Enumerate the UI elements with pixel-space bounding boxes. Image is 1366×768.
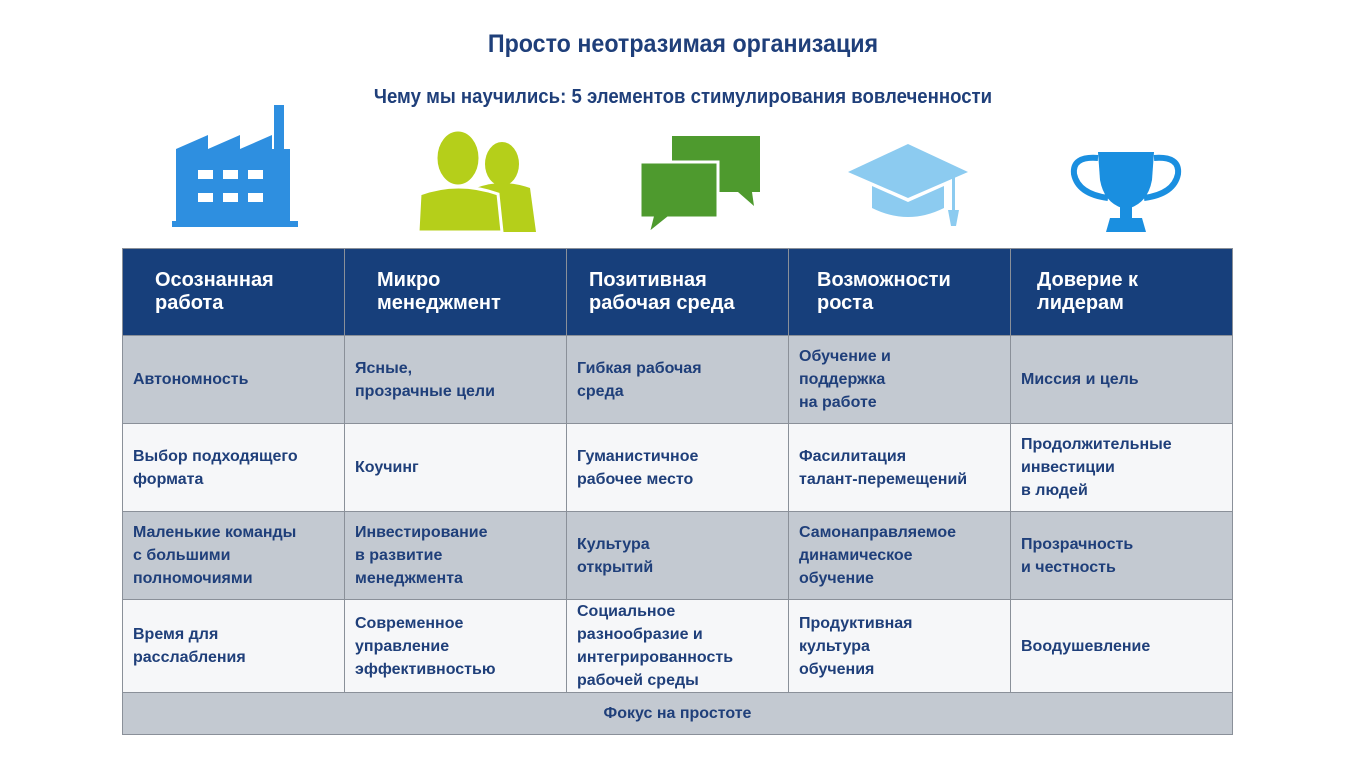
table-cell: Коучинг [345,424,567,512]
graduation-cap-icon [846,142,970,228]
table-cell: Миссия и цель [1011,336,1233,424]
page-title: Просто неотразимая организация [487,30,879,58]
table-row [123,600,1233,693]
table-cell: Самонаправляемое динамическое обучение [789,512,1011,600]
trophy-icon [1068,150,1184,234]
table-cell: Воодушевление [1011,600,1233,693]
table-cell: Ясные, прозрачные цели [345,336,567,424]
table-row [123,512,1233,600]
table-cell: Продуктивная культура обучения [789,600,1011,693]
table-cell: Социальное разнообразие и интегрированность рабочей среды [567,600,789,693]
factory-icon [172,105,302,230]
table-row [123,336,1233,424]
table-cell: Фасилитация талант-перемещений [789,424,1011,512]
chat-bubbles-icon [638,134,764,234]
table-cell: Культура открытий [567,512,789,600]
footer-focus-simplicity: Фокус на простоте [123,693,1233,735]
table-cell: Гуманистичное рабочее место [567,424,789,512]
table-cell: Выбор подходящего формата [123,424,345,512]
table-row [123,424,1233,512]
page-subtitle: Чему мы научились: 5 элементов стимулирования вовлеченности [373,86,993,108]
header-growth-opportunities: Возможности роста [789,249,1011,336]
header-micro-management: Микро менеджмент [345,249,567,336]
people-icon [418,130,538,232]
table-cell: Маленькие команды с большими полномочиями [123,512,345,600]
table-cell: Продолжительные инвестиции в людей [1011,424,1233,512]
table-cell: Современное управление эффективностью [345,600,567,693]
table-cell: Обучение и поддержка на работе [789,336,1011,424]
header-meaningful-work: Осознанная работа [123,249,345,336]
engagement-elements-table [122,248,1233,735]
table-cell: Прозрачность и честность [1011,512,1233,600]
table-cell: Гибкая рабочая среда [567,336,789,424]
table-footer-row [123,693,1233,735]
table-cell: Автономность [123,336,345,424]
header-positive-environment: Позитивная рабочая среда [567,249,789,336]
header-trust-in-leaders: Доверие к лидерам [1011,249,1233,336]
table-cell: Время для расслабления [123,600,345,693]
table-cell: Инвестирование в развитие менеджмента [345,512,567,600]
